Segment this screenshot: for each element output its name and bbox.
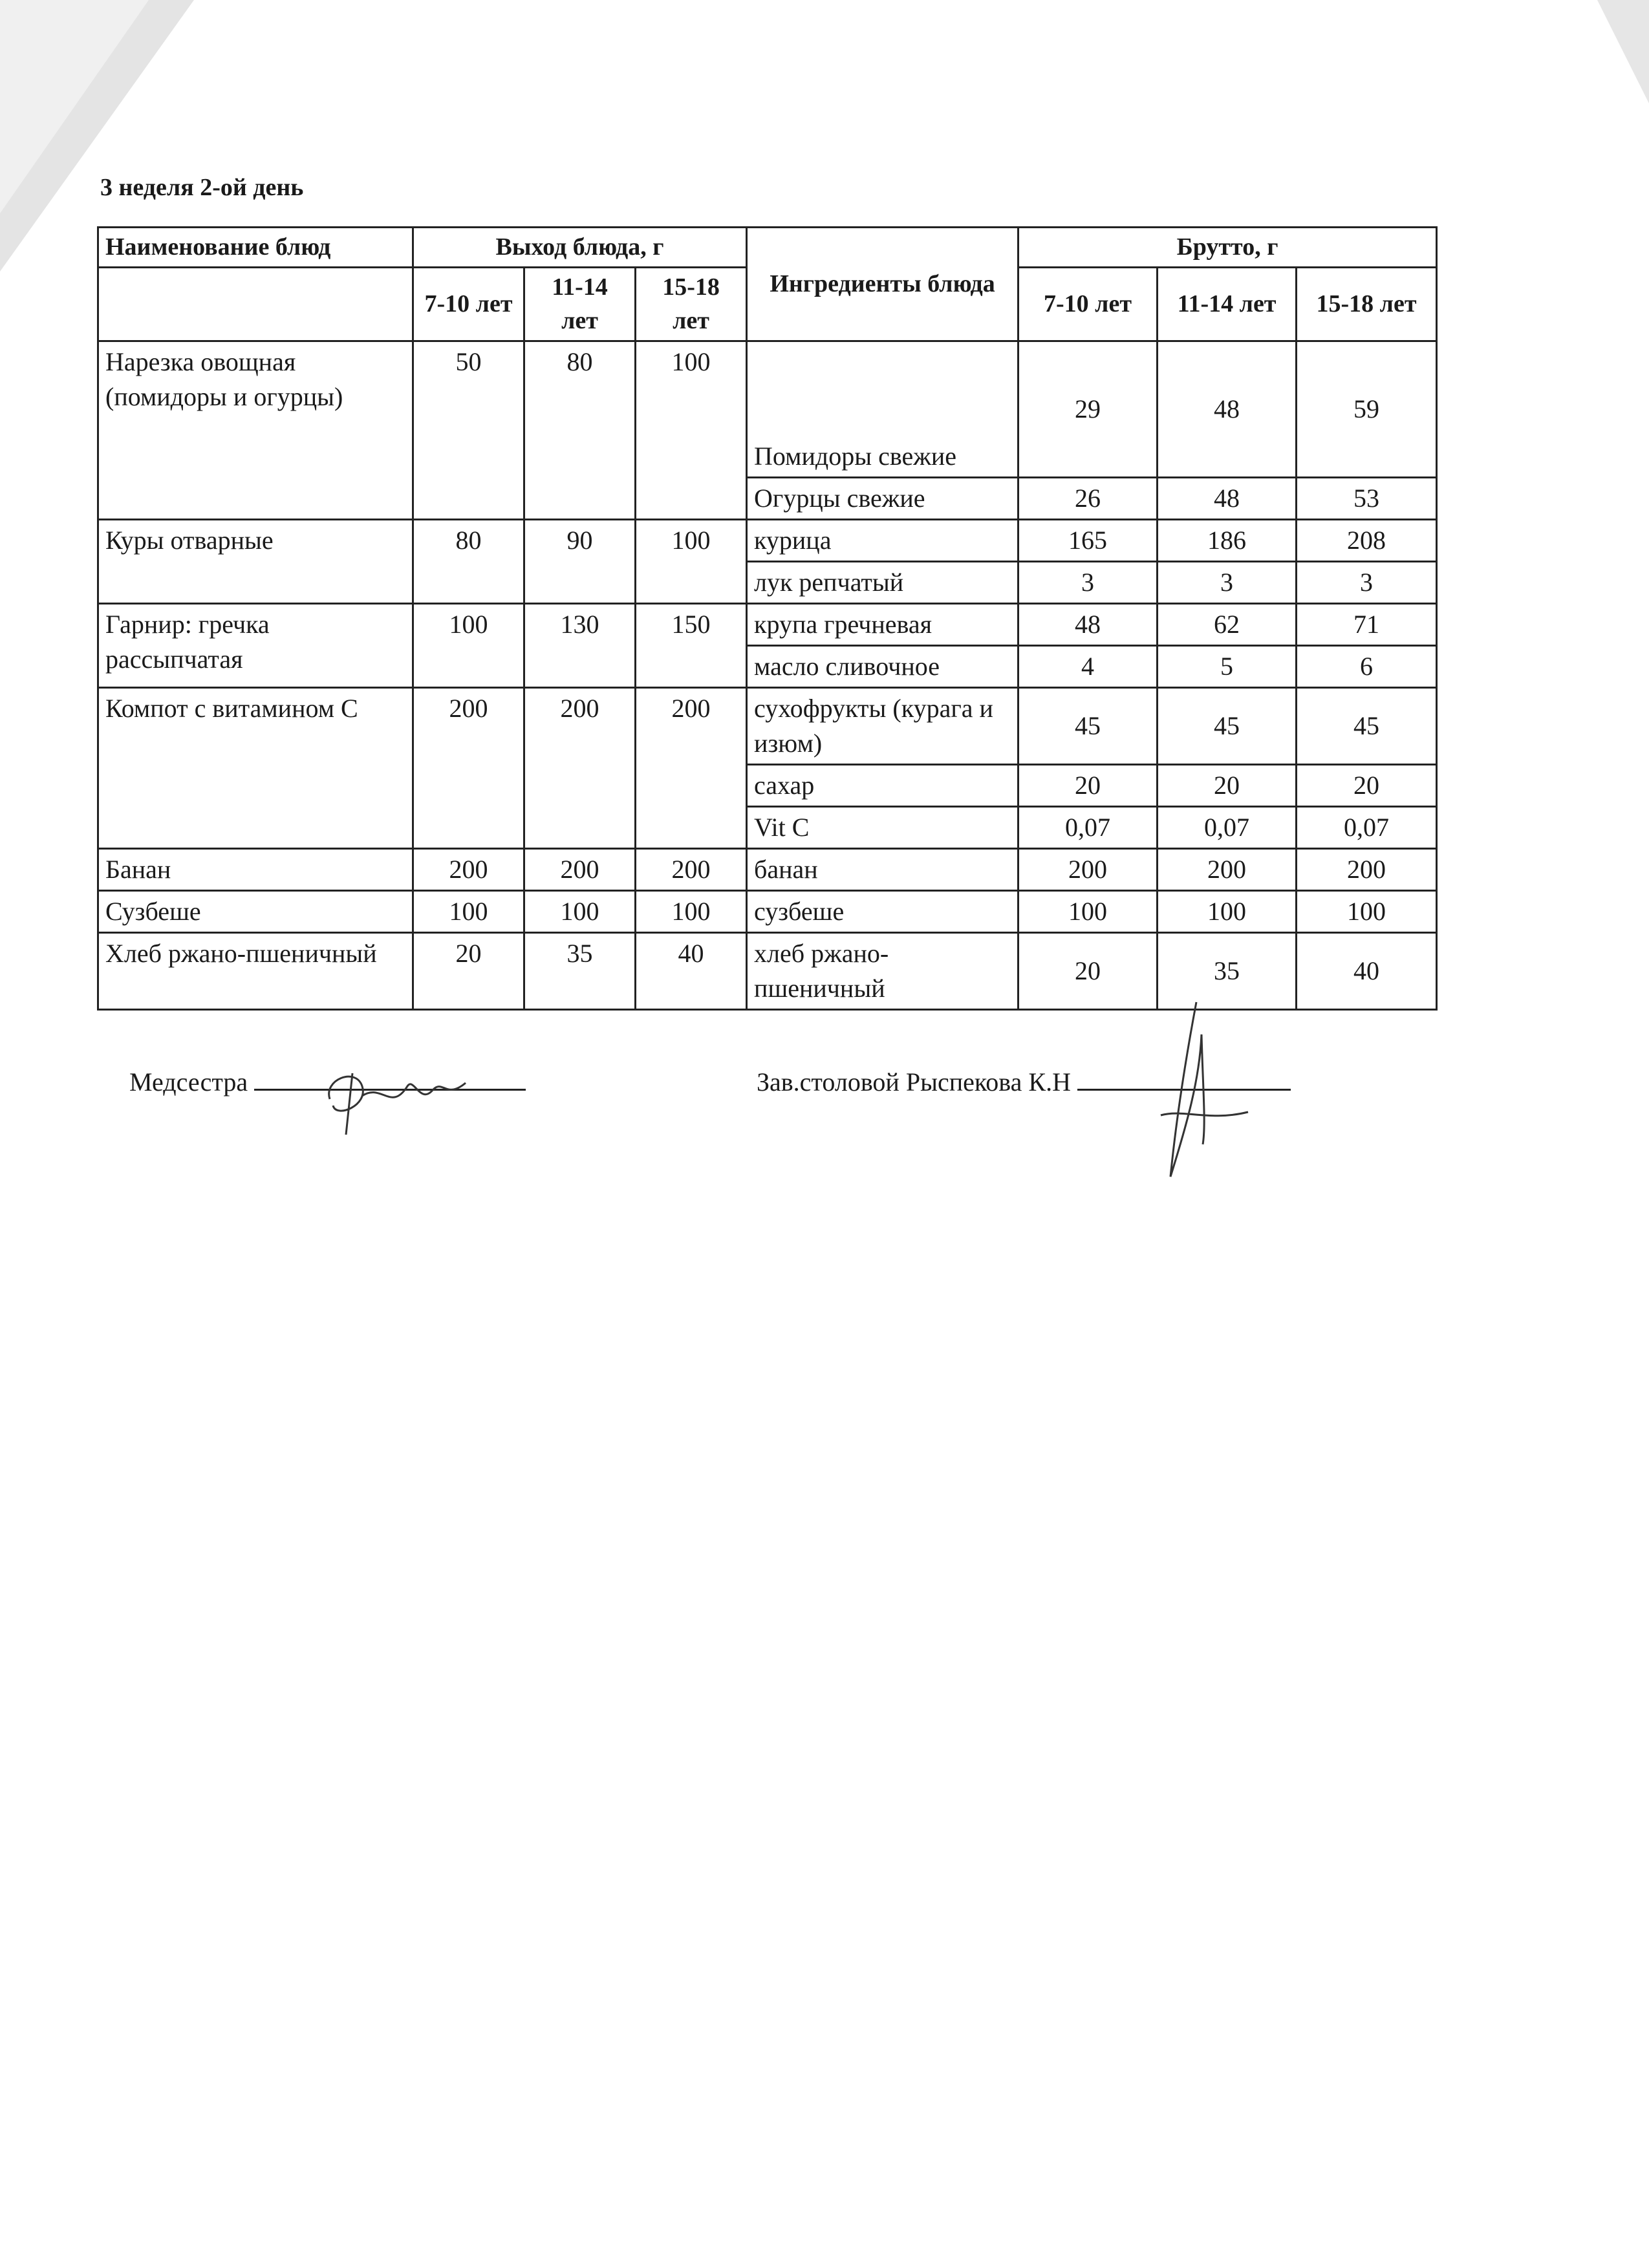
brutto-value: 20 [1018, 932, 1158, 1009]
ingredient-name: крупа гречневая [747, 603, 1018, 645]
brutto-value: 20 [1158, 764, 1297, 806]
dish-output-value: 35 [524, 932, 636, 1009]
dish-name: Гарнир: гречка рассыпчатая [98, 603, 413, 687]
brutto-value: 3 [1297, 561, 1437, 603]
dish-output-value: 100 [636, 890, 747, 932]
dish-name: Сузбеше [98, 890, 413, 932]
nurse-signature-icon [317, 1060, 485, 1138]
ingredient-name: Vit C [747, 806, 1018, 848]
brutto-value: 100 [1297, 890, 1437, 932]
ingredient-name: хлеб ржано-пшеничный [747, 932, 1018, 1009]
brutto-value: 71 [1297, 603, 1437, 645]
nurse-label: Медсестра [129, 1067, 248, 1097]
page-corner-shadow [1571, 0, 1649, 103]
brutto-value: 200 [1158, 848, 1297, 890]
brutto-value: 35 [1158, 932, 1297, 1009]
output-age-header: 11-14 лет [524, 268, 636, 341]
ingredient-name: сузбеше [747, 890, 1018, 932]
ingredients-header: Ингредиенты блюда [747, 228, 1018, 341]
dish-output-value: 200 [413, 687, 524, 848]
brutto-age-header: 11-14 лет [1158, 268, 1297, 341]
brutto-value: 59 [1297, 341, 1437, 477]
manager-signature-icon [1125, 996, 1255, 1190]
dish-output-value: 200 [524, 687, 636, 848]
brutto-value: 20 [1018, 764, 1158, 806]
brutto-value: 45 [1297, 687, 1437, 764]
output-age-header: 15-18 лет [636, 268, 747, 341]
brutto-value: 5 [1158, 645, 1297, 687]
brutto-value: 0,07 [1018, 806, 1158, 848]
brutto-value: 48 [1158, 477, 1297, 519]
brutto-value: 48 [1158, 341, 1297, 477]
table-row [98, 603, 1437, 645]
brutto-value: 62 [1158, 603, 1297, 645]
ingredient-name: сухофрукты (курага и изюм) [747, 687, 1018, 764]
dish-output-value: 100 [636, 341, 747, 519]
ingredient-name: курица [747, 519, 1018, 561]
dish-output-value: 200 [413, 848, 524, 890]
dish-output-value: 150 [636, 603, 747, 687]
dish-name: Банан [98, 848, 413, 890]
dish-output-value: 200 [524, 848, 636, 890]
dish-output-value: 100 [524, 890, 636, 932]
brutto-age-header: 7-10 лет [1018, 268, 1158, 341]
table-row [98, 341, 1437, 477]
brutto-age-header: 15-18 лет [1297, 268, 1437, 341]
ingredient-name: сахар [747, 764, 1018, 806]
brutto-value: 0,07 [1158, 806, 1297, 848]
brutto-value: 45 [1018, 687, 1158, 764]
brutto-value: 0,07 [1297, 806, 1437, 848]
dish-output-value: 80 [524, 341, 636, 519]
brutto-value: 26 [1018, 477, 1158, 519]
dish-output-value: 80 [413, 519, 524, 603]
dish-name: Хлеб ржано-пшеничный [98, 932, 413, 1009]
table-row [98, 848, 1437, 890]
table-row [98, 890, 1437, 932]
empty-header-cell [98, 268, 413, 341]
dish-output-value: 20 [413, 932, 524, 1009]
brutto-value: 20 [1297, 764, 1437, 806]
brutto-value: 200 [1018, 848, 1158, 890]
ingredient-name: масло сливочное [747, 645, 1018, 687]
header-row-1 [98, 228, 1437, 268]
manager-label: Зав.столовой Рыспекова К.Н [757, 1067, 1071, 1097]
menu-table [97, 226, 1438, 1011]
brutto-value: 48 [1018, 603, 1158, 645]
table-row [98, 687, 1437, 764]
dish-output-value: 100 [636, 519, 747, 603]
dish-output-value: 100 [413, 603, 524, 687]
brutto-value: 100 [1158, 890, 1297, 932]
dish-output-value: 130 [524, 603, 636, 687]
brutto-value: 45 [1158, 687, 1297, 764]
brutto-value: 4 [1018, 645, 1158, 687]
brutto-value: 53 [1297, 477, 1437, 519]
dish-output-value: 100 [413, 890, 524, 932]
brutto-value: 3 [1018, 561, 1158, 603]
dish-name: Нарезка овощная (помидоры и огурцы) [98, 341, 413, 519]
dish-name: Куры отварные [98, 519, 413, 603]
dish-output-value: 90 [524, 519, 636, 603]
brutto-value: 40 [1297, 932, 1437, 1009]
dish-name: Компот с витамином С [98, 687, 413, 848]
brutto-value: 3 [1158, 561, 1297, 603]
table-row [98, 519, 1437, 561]
brutto-value: 208 [1297, 519, 1437, 561]
brutto-value: 186 [1158, 519, 1297, 561]
brutto-value: 100 [1018, 890, 1158, 932]
brutto-header: Брутто, г [1018, 228, 1437, 268]
brutto-value: 29 [1018, 341, 1158, 477]
ingredient-name: банан [747, 848, 1018, 890]
dish-output-value: 50 [413, 341, 524, 519]
output-age-header: 7-10 лет [413, 268, 524, 341]
page-heading: 3 неделя 2-ой день [100, 174, 304, 201]
ingredient-name: Огурцы свежие [747, 477, 1018, 519]
brutto-value: 6 [1297, 645, 1437, 687]
brutto-value: 200 [1297, 848, 1437, 890]
ingredient-name: Помидоры свежие [747, 341, 1018, 477]
dish-output-value: 40 [636, 932, 747, 1009]
output-header: Выход блюда, г [413, 228, 747, 268]
dish-output-value: 200 [636, 687, 747, 848]
ingredient-name: лук репчатый [747, 561, 1018, 603]
dish-name-header: Наименование блюд [98, 228, 413, 268]
dish-output-value: 200 [636, 848, 747, 890]
brutto-value: 165 [1018, 519, 1158, 561]
